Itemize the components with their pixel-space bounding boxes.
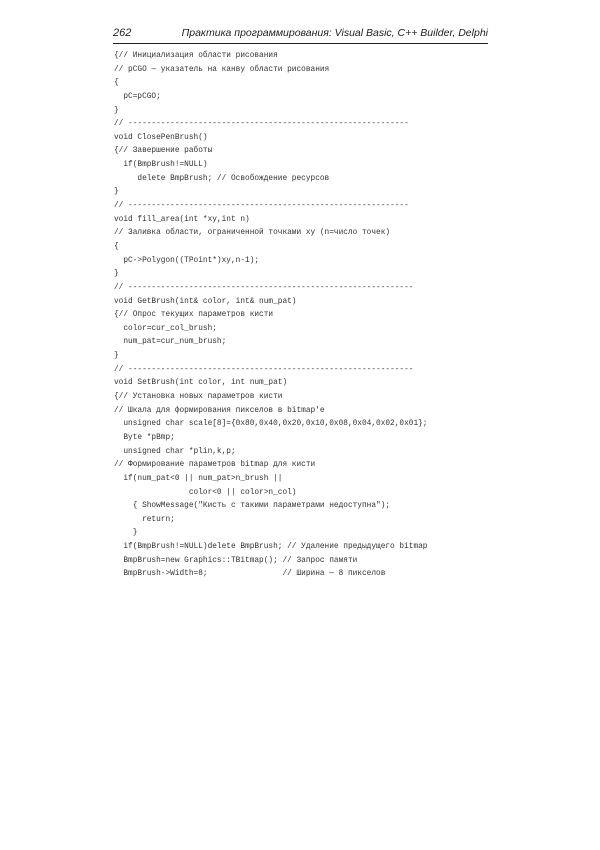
code-line: if(num_pat<0 || num_pat>n_brush || [114,474,283,483]
code-line: { [114,79,119,88]
code-line: } [114,106,119,115]
code-line: void SetBrush(int color, int num_pat) [114,379,288,388]
code-line: { [114,242,119,251]
code-line: // ------------------------------------------------------------ [114,202,409,211]
code-line: // ------------------------------------------------------------ [114,120,409,129]
code-line: { ShowMessage("Кисть с такими параметрами недоступна"); [114,502,391,511]
code-line: return; [114,515,175,524]
code-line: // Шкала для формирования пикселов в bitmap'е [114,406,325,415]
code-line: } [114,529,138,538]
code-line: delete BmpBrush; // Освобождение ресурсов [114,174,330,183]
code-line: // Заливка области, ограниченной точками xy (n=число точек) [114,229,391,238]
code-line: unsigned char scale[8]={0x80,0x40,0x20,0x10,0x08,0x04,0x02,0x01}; [114,420,428,429]
code-line: if(BmpBrush!=NULL) [114,161,208,170]
running-title: Практика программирования: Visual Basic, C++ Builder, Delphi [181,27,488,39]
code-line: {// Инициализация области рисования [114,52,278,60]
code-line: // ------------------------------------------------------------- [114,283,414,292]
code-line: {// Установка новых параметров кисти [114,393,283,402]
code-line: // pCGO — указатель на канву области рисования [114,65,330,74]
code-line: pC->Polygon((TPoint*)xy,n-1); [114,256,260,265]
code-line: BmpBrush->Width=8; // Ширина — 8 пикселов [114,570,386,579]
code-line: {// Завершение работы [114,147,213,156]
code-line: unsigned char *plin,k,p; [114,447,236,456]
code-line: } [114,270,119,279]
code-line: pC=pCGO; [114,92,161,101]
code-line: BmpBrush=new Graphics::TBitmap(); // Запрос памяти [114,556,358,565]
code-line: color<0 || color>n_col) [114,488,297,497]
code-line: } [114,352,119,361]
code-line: } [114,188,119,197]
code-line: void GetBrush(int& color, int& num_pat) [114,297,297,306]
code-line: void fill_area(int *xy,int n) [114,215,250,224]
code-line: // ------------------------------------------------------------- [114,365,414,374]
code-line: {// Опрос текущих параметров кисти [114,311,274,320]
code-line: // Формирование параметров bitmap для кисти [114,461,316,470]
code-listing [114,50,494,582]
code-line: color=cur_col_brush; [114,324,217,333]
code-line: num_pat=cur_num_brush; [114,338,227,347]
code-line: Byte *pBmp; [114,433,175,442]
code-line: void ClosePenBrush() [114,133,208,142]
code-line: if(BmpBrush!=NULL)delete BmpBrush; // Удаление предыдущего bitmap [114,543,428,552]
page-number: 262 [113,27,132,39]
page-header [113,27,488,44]
